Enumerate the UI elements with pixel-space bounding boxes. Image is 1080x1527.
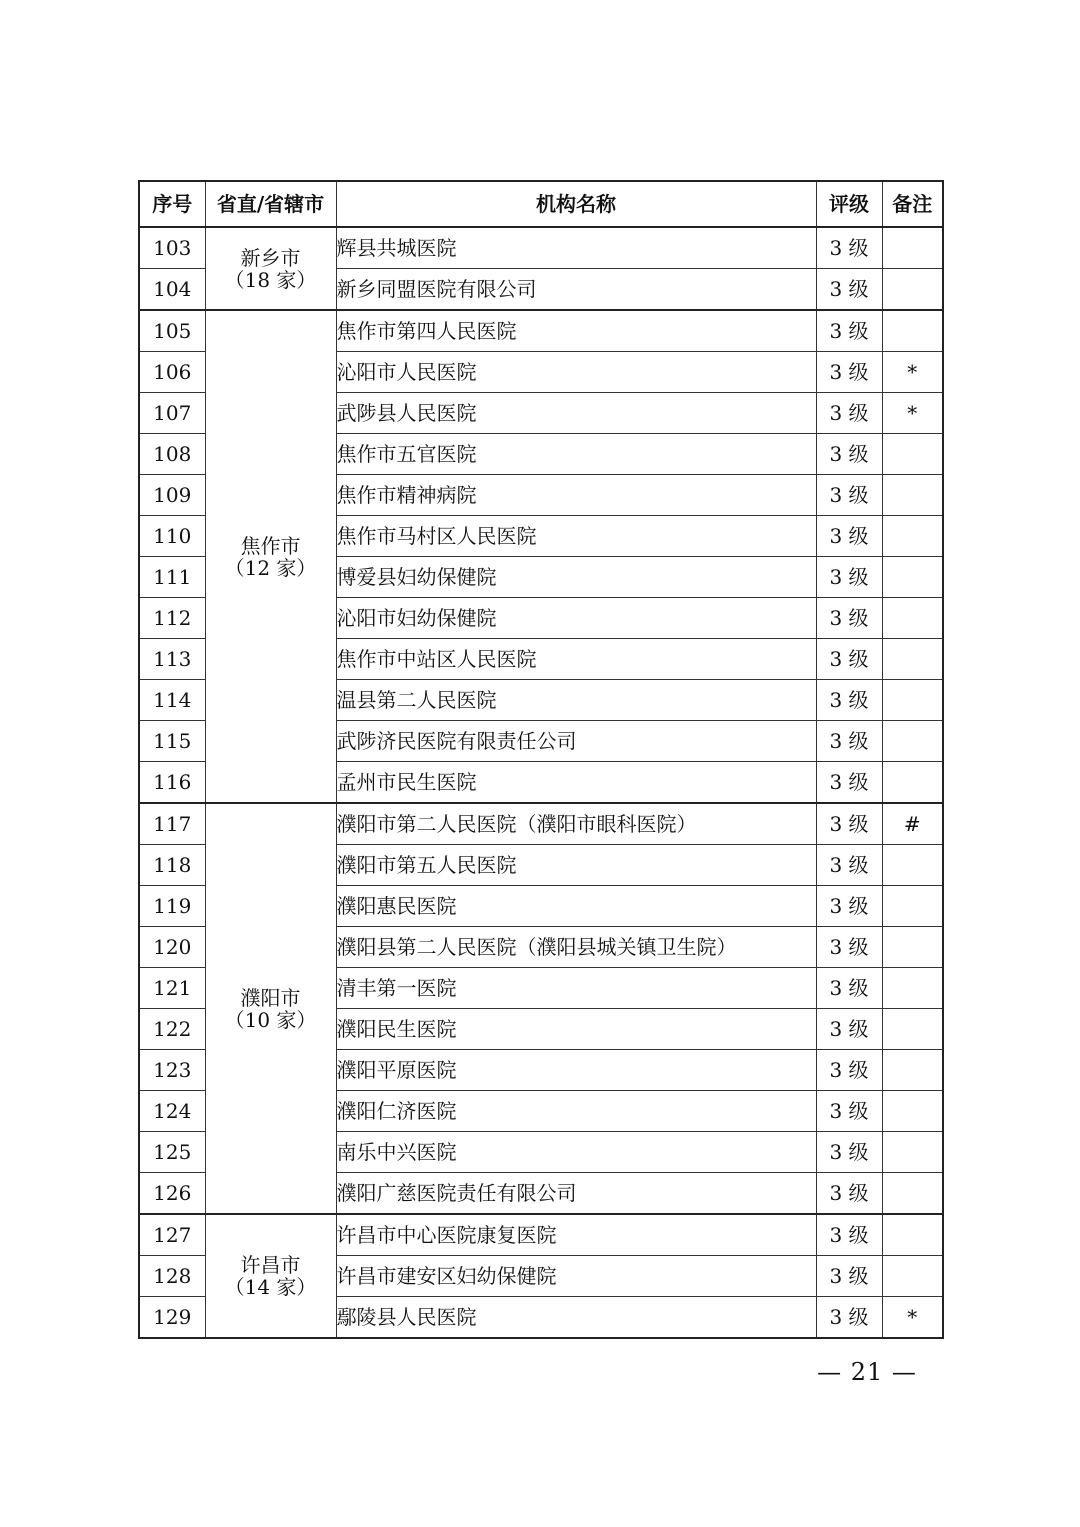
row-seq: 115 <box>139 721 205 762</box>
row-institution-name: 武陟济民医院有限责任公司 <box>336 721 816 762</box>
row-note <box>882 269 943 311</box>
row-level: 3 级 <box>816 1173 882 1215</box>
row-note <box>882 968 943 1009</box>
row-note <box>882 475 943 516</box>
row-institution-name: 濮阳仁济医院 <box>336 1091 816 1132</box>
row-institution-name: 鄢陵县人民医院 <box>336 1297 816 1339</box>
row-level: 3 级 <box>816 762 882 804</box>
header-region: 省直/省辖市 <box>205 181 336 227</box>
row-seq: 121 <box>139 968 205 1009</box>
row-institution-name: 武陟县人民医院 <box>336 393 816 434</box>
row-seq: 112 <box>139 598 205 639</box>
hospital-rating-table <box>138 180 944 1339</box>
row-note <box>882 680 943 721</box>
row-note <box>882 1132 943 1173</box>
row-level: 3 级 <box>816 1214 882 1256</box>
table-header-row <box>139 181 943 227</box>
row-note <box>882 1009 943 1050</box>
row-note <box>882 1173 943 1215</box>
row-institution-name: 濮阳平原医院 <box>336 1050 816 1091</box>
row-level: 3 级 <box>816 310 882 352</box>
row-institution-name: 许昌市中心医院康复医院 <box>336 1214 816 1256</box>
row-seq: 125 <box>139 1132 205 1173</box>
row-seq: 116 <box>139 762 205 804</box>
row-seq: 124 <box>139 1091 205 1132</box>
row-seq: 109 <box>139 475 205 516</box>
row-institution-name: 濮阳惠民医院 <box>336 886 816 927</box>
row-institution-name: 濮阳广慈医院责任有限公司 <box>336 1173 816 1215</box>
row-level: 3 级 <box>816 886 882 927</box>
row-institution-name: 辉县共城医院 <box>336 227 816 269</box>
row-institution-name: 濮阳民生医院 <box>336 1009 816 1050</box>
row-level: 3 级 <box>816 1009 882 1050</box>
region-cell <box>205 227 336 310</box>
row-institution-name: 清丰第一医院 <box>336 968 816 1009</box>
row-note <box>882 227 943 269</box>
row-seq: 128 <box>139 1256 205 1297</box>
row-note <box>882 516 943 557</box>
row-level: 3 级 <box>816 721 882 762</box>
row-seq: 114 <box>139 680 205 721</box>
row-note <box>882 927 943 968</box>
row-level: 3 级 <box>816 1256 882 1297</box>
header-level: 评级 <box>816 181 882 227</box>
region-count: （14 家） <box>224 1275 317 1299</box>
row-institution-name: 南乐中兴医院 <box>336 1132 816 1173</box>
page-number: — 21 — <box>817 1358 917 1386</box>
row-note: * <box>882 1297 943 1339</box>
table-row <box>139 227 943 269</box>
row-note <box>882 434 943 475</box>
row-level: 3 级 <box>816 598 882 639</box>
region-count: （10 家） <box>224 1007 317 1032</box>
row-level: 3 级 <box>816 968 882 1009</box>
row-institution-name: 温县第二人民医院 <box>336 680 816 721</box>
row-note <box>882 1256 943 1297</box>
table-row <box>139 803 943 845</box>
row-note: * <box>882 393 943 434</box>
row-seq: 104 <box>139 269 205 311</box>
row-note <box>882 721 943 762</box>
row-level: 3 级 <box>816 1297 882 1339</box>
row-note <box>882 1050 943 1091</box>
row-seq: 103 <box>139 227 205 269</box>
row-seq: 117 <box>139 803 205 845</box>
row-institution-name: 焦作市中站区人民医院 <box>336 639 816 680</box>
row-level: 3 级 <box>816 845 882 886</box>
row-seq: 126 <box>139 1173 205 1215</box>
row-seq: 110 <box>139 516 205 557</box>
region-cell <box>205 803 336 1214</box>
row-level: 3 级 <box>816 680 882 721</box>
row-seq: 129 <box>139 1297 205 1339</box>
row-seq: 106 <box>139 352 205 393</box>
table-row <box>139 310 943 352</box>
row-level: 3 级 <box>816 639 882 680</box>
region-city: 许昌市 <box>240 1253 301 1277</box>
row-note: # <box>882 803 943 845</box>
row-note <box>882 310 943 352</box>
row-seq: 108 <box>139 434 205 475</box>
region-cell <box>205 1214 336 1338</box>
row-note <box>882 598 943 639</box>
row-institution-name: 博爱县妇幼保健院 <box>336 557 816 598</box>
row-level: 3 级 <box>816 516 882 557</box>
row-note <box>882 1091 943 1132</box>
row-seq: 119 <box>139 886 205 927</box>
row-note: * <box>882 352 943 393</box>
row-institution-name: 新乡同盟医院有限公司 <box>336 269 816 311</box>
row-level: 3 级 <box>816 434 882 475</box>
row-level: 3 级 <box>816 1132 882 1173</box>
region-count: （12 家） <box>224 555 317 580</box>
row-seq: 113 <box>139 639 205 680</box>
row-note <box>882 886 943 927</box>
header-seq: 序号 <box>139 181 205 227</box>
row-level: 3 级 <box>816 269 882 311</box>
row-institution-name: 沁阳市人民医院 <box>336 352 816 393</box>
row-seq: 122 <box>139 1009 205 1050</box>
row-level: 3 级 <box>816 475 882 516</box>
row-seq: 123 <box>139 1050 205 1091</box>
header-note: 备注 <box>882 181 943 227</box>
row-note <box>882 762 943 804</box>
row-level: 3 级 <box>816 227 882 269</box>
row-note <box>882 557 943 598</box>
row-seq: 105 <box>139 310 205 352</box>
row-seq: 107 <box>139 393 205 434</box>
row-level: 3 级 <box>816 393 882 434</box>
row-institution-name: 焦作市精神病院 <box>336 475 816 516</box>
region-city: 濮阳市 <box>240 985 301 1010</box>
row-institution-name: 焦作市第四人民医院 <box>336 310 816 352</box>
row-level: 3 级 <box>816 1091 882 1132</box>
row-note <box>882 639 943 680</box>
row-note <box>882 845 943 886</box>
row-institution-name: 许昌市建安区妇幼保健院 <box>336 1256 816 1297</box>
header-institution-name: 机构名称 <box>336 181 816 227</box>
row-level: 3 级 <box>816 1050 882 1091</box>
row-level: 3 级 <box>816 927 882 968</box>
row-seq: 127 <box>139 1214 205 1256</box>
region-city: 新乡市 <box>240 245 301 270</box>
row-institution-name: 焦作市马村区人民医院 <box>336 516 816 557</box>
region-city: 焦作市 <box>240 533 301 558</box>
row-level: 3 级 <box>816 352 882 393</box>
table-body <box>139 227 943 1338</box>
row-note <box>882 1214 943 1256</box>
row-institution-name: 沁阳市妇幼保健院 <box>336 598 816 639</box>
row-level: 3 级 <box>816 557 882 598</box>
row-level: 3 级 <box>816 803 882 845</box>
row-institution-name: 焦作市五官医院 <box>336 434 816 475</box>
region-count: （18 家） <box>224 267 317 292</box>
row-institution-name: 濮阳市第二人民医院（濮阳市眼科医院） <box>336 803 816 845</box>
row-institution-name: 濮阳县第二人民医院（濮阳县城关镇卫生院） <box>336 927 816 968</box>
table-row <box>139 1214 943 1256</box>
region-cell <box>205 310 336 803</box>
row-institution-name: 濮阳市第五人民医院 <box>336 845 816 886</box>
row-seq: 118 <box>139 845 205 886</box>
row-seq: 120 <box>139 927 205 968</box>
row-seq: 111 <box>139 557 205 598</box>
row-institution-name: 孟州市民生医院 <box>336 762 816 804</box>
